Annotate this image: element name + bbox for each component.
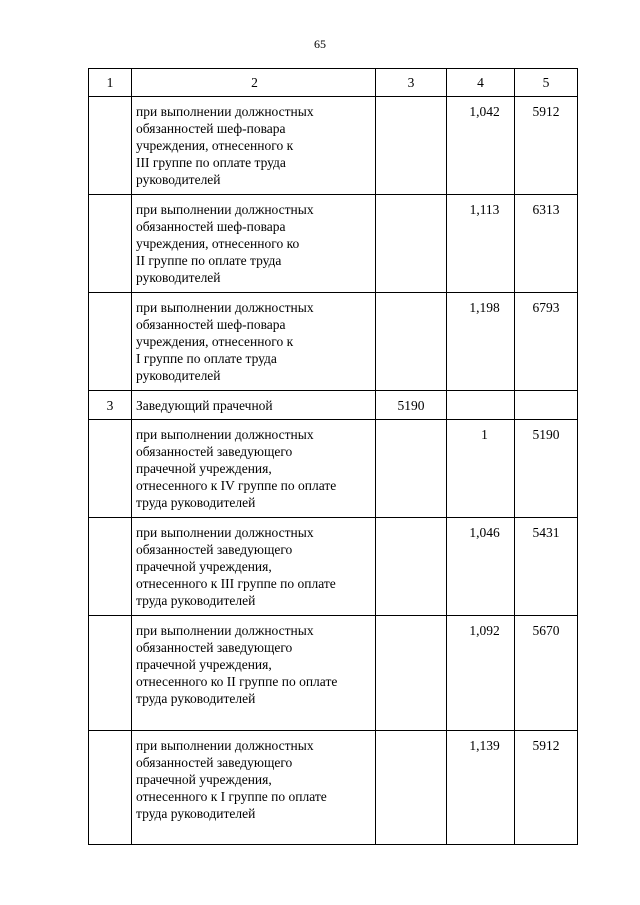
salary-value: 6313	[532, 202, 560, 217]
row-number	[89, 731, 131, 737]
table-row	[89, 293, 578, 391]
coefficient	[447, 391, 514, 397]
position-description: при выполнении должностных обязанностей шеф-повара учреждения, отнесенного к I группе по оплате труда руководителей	[136, 300, 314, 383]
position-description: при выполнении должностных обязанностей шеф-повара учреждения, отнесенного к III группе по оплате труда руководителей	[136, 104, 314, 187]
position-description: при выполнении должностных обязанностей заведующего прачечной учреждения, отнесенного ко II группе по оплате труда руководителей	[136, 623, 338, 706]
coefficient: 1,198	[469, 300, 500, 315]
table-row	[89, 731, 578, 845]
salary-value: 5912	[532, 738, 560, 753]
coefficient: 1	[481, 427, 488, 442]
base-salary	[376, 518, 446, 524]
row-number	[89, 518, 131, 524]
salary-value	[515, 391, 577, 397]
row-number	[89, 293, 131, 299]
position-description: при выполнении должностных обязанностей шеф-повара учреждения, отнесенного ко II группе по оплате труда руководителей	[136, 202, 314, 285]
position-description: при выполнении должностных обязанностей заведующего прачечной учреждения, отнесенного к III группе по оплате труда руководителей	[136, 525, 336, 608]
base-salary	[376, 293, 446, 299]
header-col-3: 3	[376, 69, 447, 97]
salary-value: 5670	[532, 623, 560, 638]
salary-value: 5431	[532, 525, 560, 540]
position-title: Заведующий прачечной	[136, 398, 273, 413]
base-salary: 5190	[397, 398, 425, 413]
base-salary	[376, 420, 446, 426]
salary-value: 5912	[532, 104, 560, 119]
base-salary	[376, 731, 446, 737]
page-number: 65	[314, 37, 326, 51]
row-number	[89, 420, 131, 426]
coefficient: 1,139	[469, 738, 500, 753]
header-col-2: 2	[132, 69, 376, 97]
base-salary	[376, 616, 446, 622]
coefficient: 1,042	[469, 104, 500, 119]
row-number	[89, 195, 131, 201]
row-number	[89, 616, 131, 622]
table-row	[89, 616, 578, 731]
header-col-5: 5	[515, 69, 578, 97]
salary-value: 5190	[532, 427, 560, 442]
table-row	[89, 420, 578, 518]
position-description: при выполнении должностных обязанностей заведующего прачечной учреждения, отнесенного к IV группе по оплате труда руководителей	[136, 427, 337, 510]
salary-value: 6793	[532, 300, 560, 315]
table-row	[89, 97, 578, 195]
salary-table	[88, 68, 578, 845]
base-salary	[376, 97, 446, 103]
coefficient: 1,113	[469, 202, 500, 217]
table-header-row	[89, 69, 578, 97]
table-row	[89, 518, 578, 616]
coefficient: 1,046	[469, 525, 500, 540]
coefficient: 1,092	[469, 623, 500, 638]
header-col-4: 4	[447, 69, 515, 97]
row-number	[89, 97, 131, 103]
table-row	[89, 391, 578, 420]
base-salary	[376, 195, 446, 201]
header-col-1: 1	[89, 69, 132, 97]
row-number: 3	[106, 398, 114, 413]
table-row	[89, 195, 578, 293]
position-description: при выполнении должностных обязанностей заведующего прачечной учреждения, отнесенного к I группе по оплате труда руководителей	[136, 738, 327, 821]
